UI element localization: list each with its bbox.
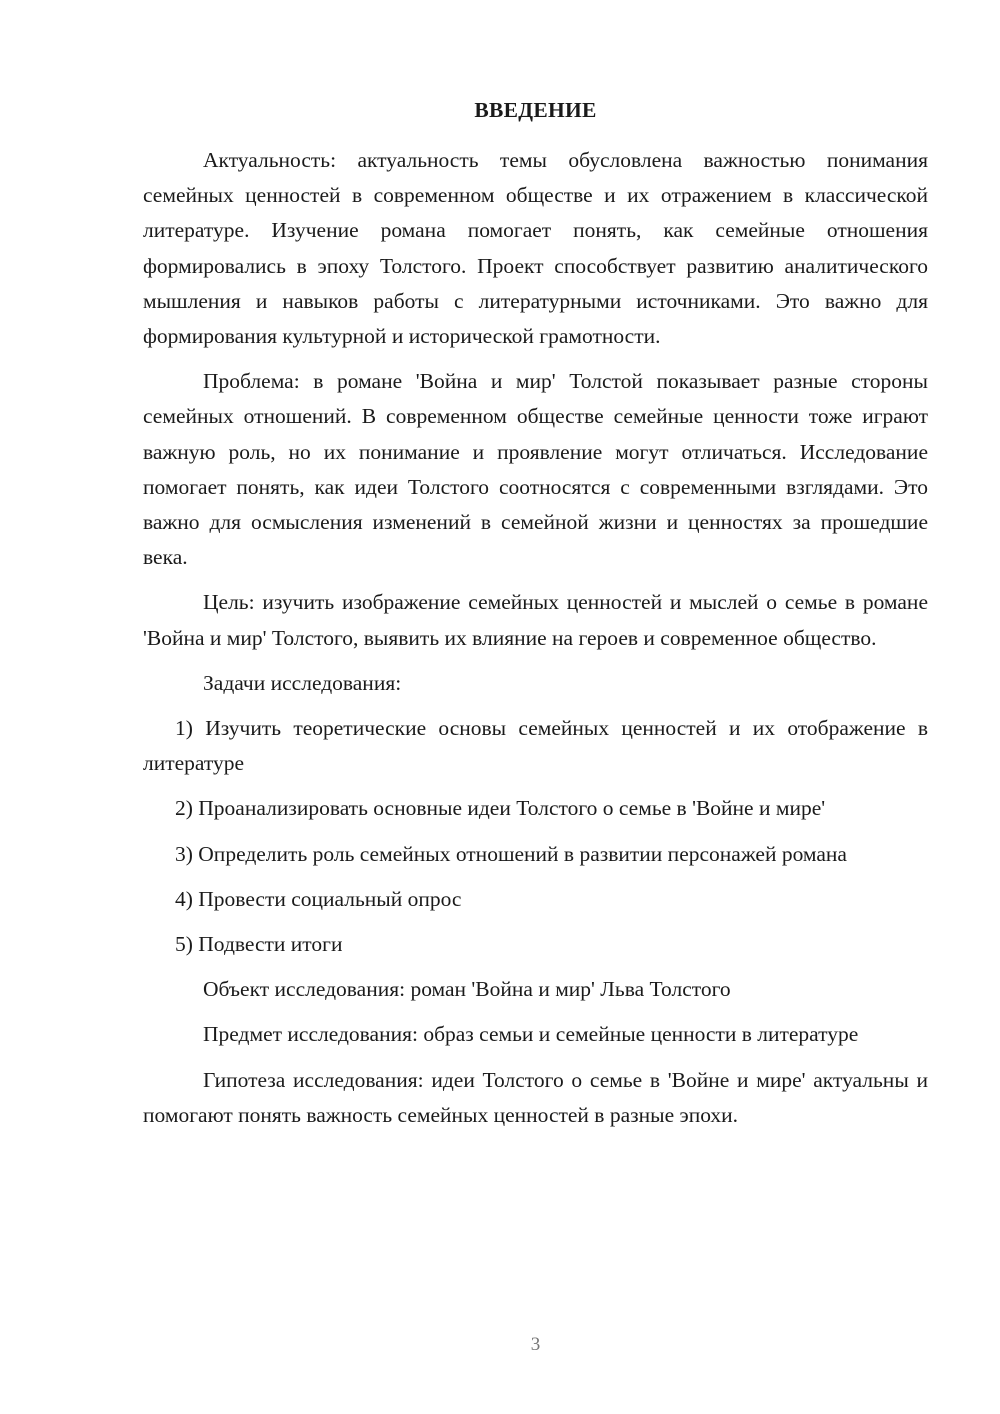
paragraph-hypothesis: Гипотеза исследования: идеи Толстого о семье в 'Войне и мире' актуальны и помогают понять важность семейных ценностей в разные эпохи. <box>143 1067 928 1127</box>
task-item-4: 4) Провести социальный опрос <box>175 886 462 911</box>
paragraph-relevance: Актуальность: актуальность темы обусловлена важностью понимания семейных ценностей в современном обществе и их отражением в классической литературе. Изучение романа помогает понять, как семейные отношения формировались в эпоху Толстого. Проект способствует развитию аналитического мышления и навыков работы с литературными источниками. Это важно для формирования культурной и исторической грамотности. <box>143 148 928 349</box>
document-body <box>143 143 928 1143</box>
task-item-3: 3) Определить роль семейных отношений в развитии персонажей романа <box>175 841 847 866</box>
paragraph-problem: Проблема: в романе 'Война и мир' Толстой показывает разные стороны семейных отношений. В современном обществе семейные ценности тоже играют важную роль, но их понимание и проявление могут отличаться. Исследование помогает понять, как идеи Толстого соотносятся с современными взглядами. Это важно для осмысления изменений в семейной жизни и ценностях за прошедшие века. <box>143 369 928 570</box>
page-number: 3 <box>530 1334 541 1355</box>
document-page <box>143 0 928 1414</box>
paragraph-object: Объект исследования: роман 'Война и мир' Льва Толстого <box>203 977 731 1002</box>
task-item-1: 1) Изучить теоретические основы семейных ценностей и их отображение в литературе <box>143 716 928 776</box>
task-item-2: 2) Проанализировать основные идеи Толстого о семье в 'Войне и мире' <box>175 796 826 821</box>
paragraph-goal: Цель: изучить изображение семейных ценностей и мыслей о семье в романе 'Война и мир' Толстого, выявить их влияние на героев и современное общество. <box>143 590 928 650</box>
task-item-5: 5) Подвести итоги <box>175 932 343 957</box>
paragraph-subject: Предмет исследования: образ семьи и семейные ценности в литературе <box>203 1022 859 1047</box>
section-title: ВВЕДЕНИЕ <box>474 98 597 122</box>
paragraph-tasks-heading: Задачи исследования: <box>203 670 402 695</box>
